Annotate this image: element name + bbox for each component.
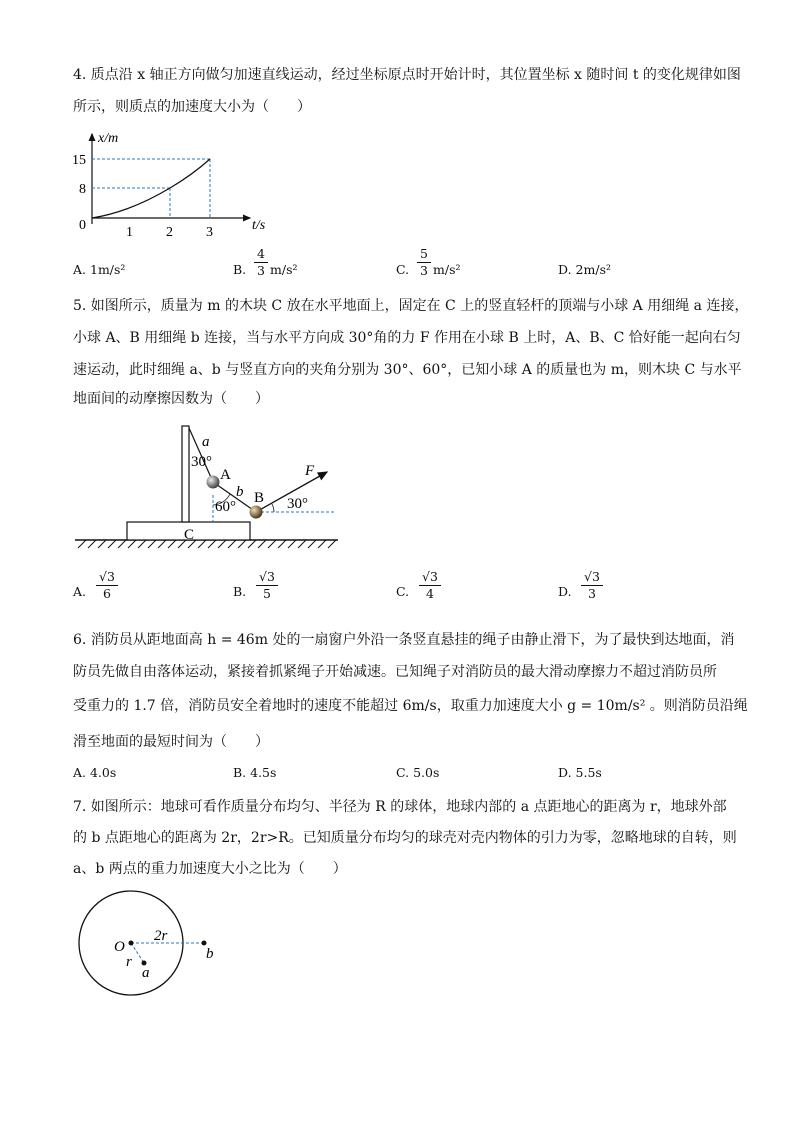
q7-stem-line-3: a、b 两点的重力加速度大小之比为（ ） <box>73 861 347 877</box>
svg-text:a: a <box>142 965 150 981</box>
svg-text:B: B <box>254 490 265 506</box>
svg-text:C: C <box>184 527 195 543</box>
q6-stem-line-2: 防员先做自由落体运动，紧接着抓紧绳子开始减速。已知绳子对消防员的最大滑动摩擦力不超过消防员所 <box>73 664 717 680</box>
q5-ball-b <box>250 506 263 519</box>
q4-ytick-15: 15 <box>72 153 86 168</box>
svg-text:F: F <box>305 463 315 479</box>
svg-text:30°: 30° <box>191 454 212 470</box>
svg-text:r: r <box>126 954 132 970</box>
q4-xtick-2: 2 <box>166 225 173 240</box>
q7-center-o <box>129 941 134 946</box>
q4-option-d[interactable]: D. 2m/s² <box>558 262 611 277</box>
q5-force-diagram <box>70 420 350 555</box>
q5-stem-line-1: 5. 如图所示，质量为 m 的木块 C 放在水平地面上，固定在 C 上的竖直轻杆的顶端与小球 A 用细绳 a 连接， <box>73 298 749 314</box>
q6-stem-line-4: 滑至地面的最短时间为（ ） <box>73 734 269 750</box>
q6-option-b[interactable]: B. 4.5s <box>233 765 277 780</box>
svg-text:30°: 30° <box>287 496 308 512</box>
q7-earth-diagram <box>70 886 230 1006</box>
q7-stem-line-1: 7. 如图所示：地球可看作质量分布均匀、半径为 R 的球体，地球内部的 a 点距地心的距离为 r，地球外部 <box>73 799 727 815</box>
q6-option-c[interactable]: C. 5.0s <box>396 765 440 780</box>
q4-stem-line-1: 4. 质点沿 x 轴正方向做匀加速直线运动，经过坐标原点时开始计时，其位置坐标 x 随时间 t 的变化规律如图 <box>73 67 741 83</box>
q6-stem-line-3: 受重力的 1.7 倍，消防员安全着地时的速度不能超过 6m/s，取重力加速度大小 g = 10m/s² 。则消防员沿绳 <box>73 698 748 714</box>
q4-ytick-8: 8 <box>79 182 86 197</box>
q4-x-t-graph <box>70 126 290 246</box>
svg-text:2r: 2r <box>154 928 168 944</box>
svg-text:A: A <box>220 467 231 483</box>
q5-stem-line-4: 地面间的动摩擦因数为（ ） <box>73 391 269 407</box>
q7-stem-line-2: 的 b 点距地心的距离为 2r，2r>R。已知质量分布均匀的球壳对壳内物体的引力为零，忽略地球的自转，则 <box>73 830 737 846</box>
svg-text:O: O <box>114 939 125 955</box>
q4-origin: 0 <box>79 218 86 233</box>
q4-xlabel: t/s <box>252 218 266 233</box>
svg-text:60°: 60° <box>215 499 236 515</box>
svg-text:b: b <box>206 946 214 962</box>
q4-xtick-3: 3 <box>206 225 213 240</box>
svg-text:b: b <box>236 484 244 500</box>
q4-stem-line-2: 所示，则质点的加速度大小为（ ） <box>73 99 311 115</box>
q5-vertical-rod <box>182 426 189 522</box>
q5-stem-line-3: 速运动，此时细绳 a、b 与竖直方向的夹角分别为 30°、60°，已知小球 A 的质量也为 m，则木块 C 与水平 <box>73 362 742 378</box>
q6-option-a[interactable]: A. 4.0s <box>73 765 117 780</box>
q6-option-d[interactable]: D. 5.5s <box>558 765 602 780</box>
svg-text:a: a <box>202 434 210 450</box>
q4-option-a[interactable]: A. 1m/s² <box>73 262 126 277</box>
q6-stem-line-1: 6. 消防员从距地面高 h = 46m 处的一扇窗户外沿一条竖直悬挂的绳子由静止滑下，为了最快到达地面，消 <box>73 632 735 648</box>
q7-point-b <box>202 941 207 946</box>
q5-stem-line-2: 小球 A、B 用细绳 b 连接，当与水平方向成 30°角的力 F 作用在小球 B 上时，A、B、C 恰好能一起向右匀 <box>73 330 741 346</box>
q4-xtick-1: 1 <box>126 225 133 240</box>
q5-ball-a <box>207 476 220 489</box>
q4-ylabel: x/m <box>98 131 119 146</box>
